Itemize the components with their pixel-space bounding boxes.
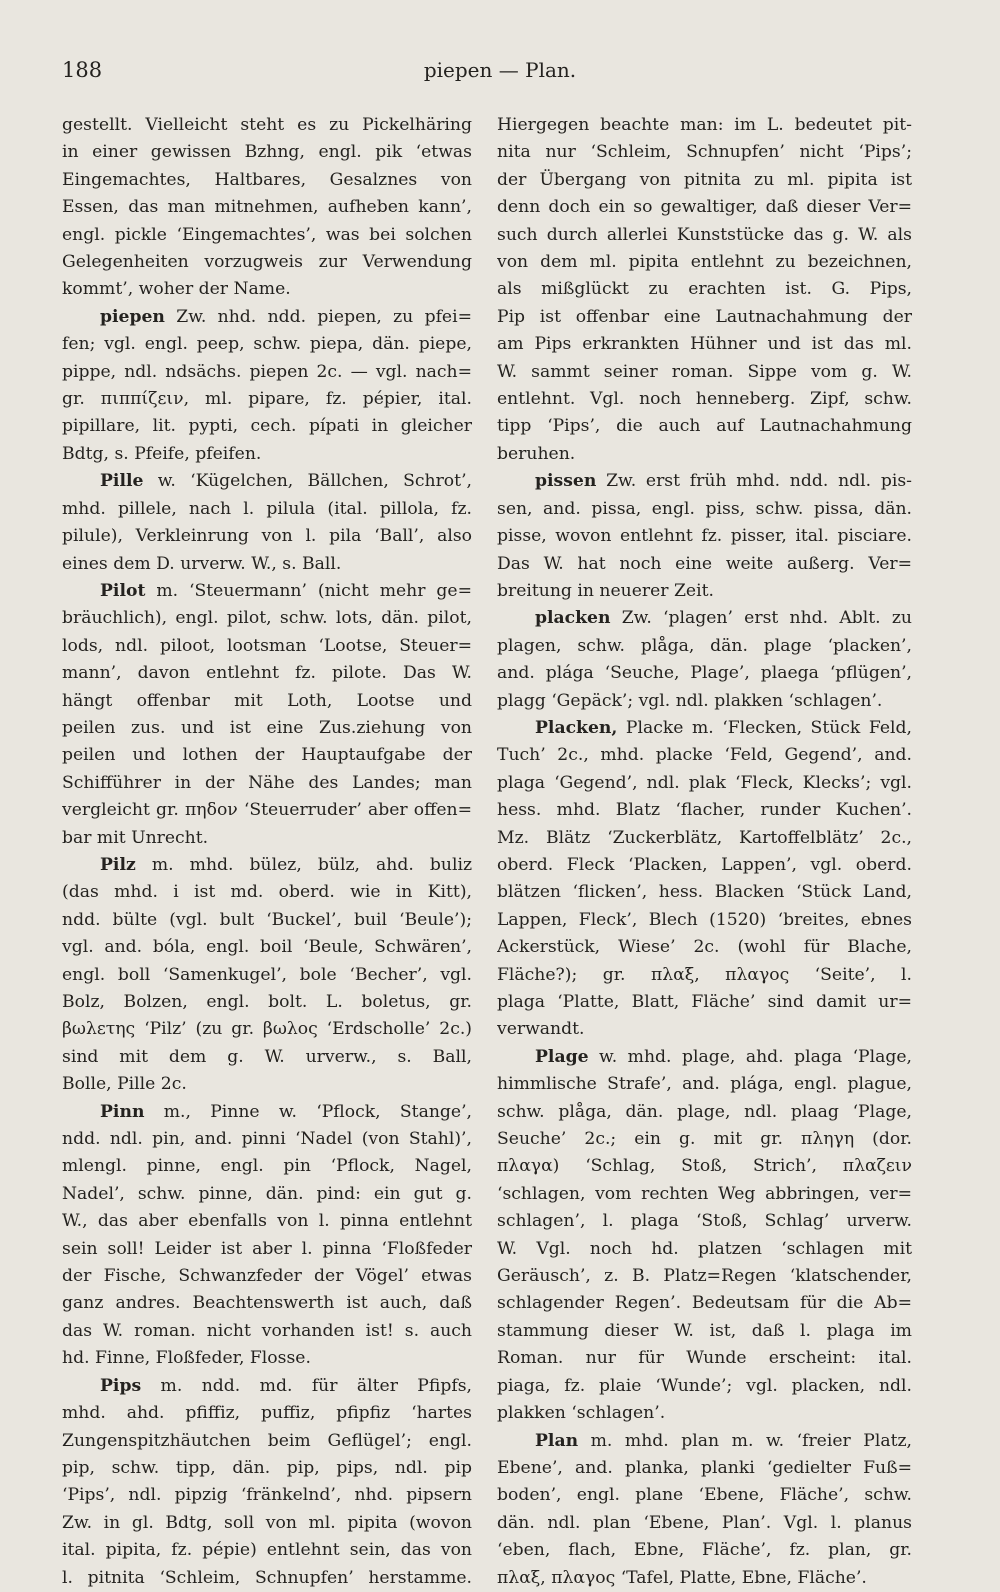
text-line — [62, 1290, 472, 1317]
text-line — [62, 1345, 472, 1372]
text-line — [62, 496, 472, 523]
line-text: Geräusch’, z. B. Platz=Regen ‘klatschender, — [497, 1266, 912, 1287]
line-text: m. mhd. bülez, bülz, ahd. buliz — [135, 854, 472, 875]
text-line — [497, 441, 912, 468]
line-text: beruhen. — [497, 443, 576, 464]
line-text: m. mhd. plan m. w. ‘freier Platz, — [578, 1430, 912, 1451]
headword: Plage — [535, 1046, 589, 1067]
text-line — [497, 167, 912, 194]
line-text: Bolle, Pille 2c. — [62, 1074, 187, 1095]
line-text: blätzen ‘flicken’, hess. Blacken ‘Stück Land, — [497, 882, 912, 903]
line-text: fen; vgl. engl. peep, schw. piepa, dän. piepe, — [62, 334, 472, 355]
line-text: nita nur ‘Schleim, Schnupfen’ nicht ‘Pips’; — [497, 142, 912, 163]
text-line — [497, 797, 912, 824]
line-text: bar mit Unrecht. — [62, 827, 209, 848]
text-line — [497, 825, 912, 852]
headword: placken — [535, 608, 611, 629]
text-line — [497, 1290, 912, 1317]
text-line — [497, 1208, 912, 1235]
text-line — [497, 879, 912, 906]
headword: Pille — [100, 471, 144, 492]
line-text: stammung dieser W. ist, daß l. plaga im — [497, 1320, 912, 1341]
line-text: pippe, ndl. ndsächs. piepen 2c. — vgl. nach= — [62, 361, 472, 382]
text-line — [497, 523, 912, 550]
text-line — [497, 1565, 912, 1592]
text-line — [62, 715, 472, 742]
headword: piepen — [100, 306, 165, 327]
text-line — [62, 1016, 472, 1043]
entry-first-line — [497, 605, 912, 632]
text-line — [62, 276, 472, 303]
line-text: m. ndd. md. für älter Pfipfs, — [141, 1375, 472, 1396]
text-line — [62, 989, 472, 1016]
text-line — [497, 989, 912, 1016]
text-line — [497, 660, 912, 687]
line-text: das W. roman. nicht vorhanden ist! s. auch — [62, 1320, 472, 1341]
line-text: βωλετης ‘Pilz’ (zu gr. βωλος ‘Erdscholle’ 2c.) — [62, 1019, 472, 1040]
line-text: Ackerstück, Wiese’ 2c. (wohl für Blache, — [497, 937, 912, 958]
text-line — [497, 1016, 912, 1043]
line-text: Pip ist offenbar eine Lautnachahmung der — [497, 306, 912, 327]
line-text: kommt’, woher der Name. — [62, 279, 291, 300]
text-line — [497, 1400, 912, 1427]
text-line — [62, 1565, 472, 1592]
line-text: ndd. bülte (vgl. bult ‘Buckel’, buil ‘Beule’); — [62, 909, 472, 930]
text-line — [62, 551, 472, 578]
line-text: oberd. Fleck ‘Placken, Lappen’, vgl. oberd. — [497, 854, 912, 875]
line-text: and. plága ‘Seuche, Plage’, plaega ‘pflügen’, — [497, 663, 912, 684]
line-text: als mißglückt zu erachten ist. G. Pips, — [497, 279, 912, 300]
text-line — [497, 1455, 912, 1482]
line-text: schlagen’, l. plaga ‘Stoß, Schlag’ urverw. — [497, 1211, 912, 1232]
line-text: der Fische, Schwanzfeder der Vögel’ etwas — [62, 1266, 472, 1287]
text-line — [497, 112, 912, 139]
text-line — [497, 770, 912, 797]
line-text: breitung in neuerer Zeit. — [497, 580, 714, 601]
line-text: boden’, engl. plane ‘Ebene, Fläche’, schw. — [497, 1485, 912, 1506]
text-line — [62, 167, 472, 194]
text-line — [497, 194, 912, 221]
line-text: gestellt. Vielleicht steht es zu Pickelhäring — [62, 115, 472, 135]
text-line — [497, 907, 912, 934]
line-text: W. Vgl. noch hd. platzen ‘schlagen mit — [497, 1238, 912, 1259]
text-line — [62, 660, 472, 687]
headword: Placken, — [535, 717, 618, 738]
text-line — [497, 1537, 912, 1564]
text-line — [497, 962, 912, 989]
line-text: himmlische Strafe’, and. plága, engl. plague, — [497, 1074, 912, 1095]
line-text: entlehnt. Vgl. noch henneberg. Zipf, schw. — [497, 389, 912, 410]
line-text: mlengl. pinne, engl. pin ‘Pflock, Nagel, — [62, 1156, 472, 1177]
text-line — [62, 825, 472, 852]
line-text: W. sammt seiner roman. Sippe vom g. W. — [497, 361, 912, 382]
line-text: mhd. ahd. pfiffiz, puffiz, pfipfiz ‘hartes — [62, 1403, 472, 1424]
line-text: Zw. erst früh mhd. ndd. ndl. pis- — [596, 471, 912, 492]
entry-first-line — [62, 1099, 472, 1126]
line-text: such durch allerlei Kunststücke das g. W. als — [497, 224, 912, 245]
text-line — [497, 139, 912, 166]
line-text: vgl. and. bóla, engl. boil ‘Beule, Schwären’, — [62, 937, 472, 958]
text-line — [497, 276, 912, 303]
text-line — [62, 770, 472, 797]
line-text: Essen, das man mitnehmen, aufheben kann’, — [62, 197, 472, 218]
line-text: Roman. nur für Wunde erscheint: ital. — [497, 1348, 912, 1369]
line-text: plakken ‘schlagen’. — [497, 1403, 666, 1424]
text-line — [497, 413, 912, 440]
text-line — [497, 551, 912, 578]
text-line — [497, 304, 912, 331]
text-line — [62, 386, 472, 413]
line-text: Ebene’, and. planka, planki ‘gedielter Fuß= — [497, 1457, 912, 1478]
line-text: pisse, wovon entlehnt fz. pisser, ital. pisciare. — [497, 526, 912, 547]
text-line — [497, 249, 912, 276]
line-text: ‘eben, flach, Ebne, Fläche’, fz. plan, gr. — [497, 1540, 912, 1561]
line-text: tipp ‘Pips’, die auch auf Lautnachahmung — [497, 416, 912, 437]
text-line — [62, 222, 472, 249]
line-text: plagg ‘Gepäck’; vgl. ndl. plakken ‘schlagen’. — [497, 690, 883, 711]
text-line — [62, 879, 472, 906]
line-text: hd. Finne, Floßfeder, Flosse. — [62, 1348, 311, 1369]
line-text: engl. pickle ‘Eingemachtes’, was bei solchen — [62, 224, 472, 245]
line-text: ganz andres. Beachtenswerth ist auch, daß — [62, 1293, 472, 1314]
line-text: mhd. pillele, nach l. pilula (ital. pillola, fz. — [62, 498, 472, 519]
line-text: Eingemachtes, Haltbares, Gesalznes von — [62, 169, 472, 190]
line-text: πλαξ, πλαγος ‘Tafel, Platte, Ebne, Fläche’. — [497, 1567, 867, 1588]
headword: Pinn — [100, 1101, 145, 1122]
headword: Pips — [100, 1375, 142, 1396]
text-line — [497, 359, 912, 386]
text-line — [62, 1208, 472, 1235]
text-line — [497, 222, 912, 249]
line-text: ‘Pips’, ndl. pipzig ‘fränkelnd’, nhd. pipsern — [62, 1485, 472, 1506]
line-text: W., das aber ebenfalls von l. pinna entlehnt — [62, 1211, 472, 1232]
entry-first-line — [62, 852, 472, 879]
text-line — [62, 413, 472, 440]
text-line — [62, 441, 472, 468]
line-text: bräuchlich), engl. pilot, schw. lots, dän. pilot, — [62, 608, 472, 629]
line-text: plaga ‘Gegend’, ndl. plak ‘Fleck, Klecks’; vgl. — [497, 772, 912, 793]
line-text: w. ‘Kügelchen, Bällchen, Schrot’, — [143, 471, 472, 492]
entry-first-line — [62, 1373, 472, 1400]
line-text: Seuche’ 2c.; ein g. mit gr. πληγη (dor. — [497, 1129, 912, 1150]
line-text: pipillare, lit. pypti, cech. pípati in gleicher — [62, 416, 472, 437]
line-text: l. pitnita ‘Schleim, Schnupfen’ herstamme. — [62, 1567, 472, 1588]
line-text: pip, schw. tipp, dän. pip, pips, ndl. pip — [62, 1457, 472, 1478]
entry-first-line — [62, 468, 472, 495]
text-line — [62, 1236, 472, 1263]
headword: Pilz — [100, 854, 136, 875]
text-line — [62, 1537, 472, 1564]
line-text: Nadel’, schw. pinne, dän. pind: ein gut g. — [62, 1183, 472, 1204]
line-text: engl. boll ‘Samenkugel’, bole ‘Becher’, vgl. — [62, 964, 472, 985]
line-text: plagen, schw. plåga, dän. plage ‘placken’, — [497, 635, 912, 656]
line-text: Das W. hat noch eine weite außerg. Ver= — [497, 553, 912, 574]
line-text: Zungenspitzhäutchen beim Geflügel’; engl. — [62, 1430, 472, 1451]
line-text: vergleicht gr. πηδον ‘Steuerruder’ aber offen= — [62, 800, 472, 821]
text-line — [62, 1428, 472, 1455]
text-line — [62, 797, 472, 824]
line-text: Hiergegen beachte man: im L. bedeutet pit- — [497, 115, 912, 135]
text-line — [62, 1181, 472, 1208]
line-text: lods, ndl. piloot, lootsman ‘Lootse, Steuer= — [62, 635, 472, 656]
text-line — [497, 331, 912, 358]
headword: Plan — [535, 1430, 579, 1451]
entry-first-line — [497, 715, 912, 742]
text-line — [497, 1510, 912, 1537]
line-text: sein soll! Leider ist aber l. pinna ‘Floßfeder — [62, 1238, 472, 1259]
entry-first-line — [62, 304, 472, 331]
text-line — [497, 1318, 912, 1345]
headword: pissen — [535, 471, 597, 492]
text-line — [62, 962, 472, 989]
text-line — [62, 359, 472, 386]
line-text: hängt offenbar mit Loth, Lootse und — [62, 690, 472, 711]
text-line — [62, 523, 472, 550]
text-line — [497, 1071, 912, 1098]
line-text: eines dem D. urverw. W., s. Ball. — [62, 553, 342, 574]
text-line — [62, 1318, 472, 1345]
line-text: am Pips erkrankten Hühner und ist das ml. — [497, 334, 912, 355]
line-text: in einer gewissen Bzhng, engl. pik ‘etwas — [62, 142, 472, 163]
text-line — [497, 852, 912, 879]
line-text: Fläche?); gr. πλαξ, πλαγος ‘Seite’, l. — [497, 964, 912, 985]
text-line — [497, 1099, 912, 1126]
text-line — [62, 249, 472, 276]
text-line — [62, 1153, 472, 1180]
line-text: ‘schlagen, vom rechten Weg abbringen, ver= — [497, 1183, 912, 1204]
line-text: mann’, davon entlehnt fz. pilote. Das W. — [62, 663, 472, 684]
line-text: von dem ml. pipita entlehnt zu bezeichnen, — [497, 252, 912, 273]
text-line — [62, 1482, 472, 1509]
line-text: m., Pinne w. ‘Pflock, Stange’, — [144, 1101, 472, 1122]
page-header — [0, 58, 1000, 88]
entry-first-line — [497, 1044, 912, 1071]
running-head: piepen — Plan. — [423, 58, 577, 82]
line-text: gr. πιππίζειν, ml. pipare, fz. pépier, ital. — [62, 389, 472, 410]
line-text: (das mhd. i ist md. oberd. wie in Kitt), — [62, 882, 472, 903]
line-text: ital. pipita, fz. pépie) entlehnt sein, das von — [62, 1540, 472, 1561]
line-text: plaga ‘Platte, Blatt, Fläche’ sind damit ur= — [497, 992, 912, 1012]
text-line — [62, 605, 472, 632]
line-text: peilen und lothen der Hauptaufgabe der — [62, 745, 472, 766]
page-number: 188 — [62, 58, 103, 82]
line-text: piaga, fz. plaie ‘Wunde’; vgl. placken, ndl. — [497, 1375, 912, 1396]
text-line — [62, 742, 472, 769]
text-line — [497, 1126, 912, 1153]
text-line — [62, 1510, 472, 1537]
text-line — [497, 1153, 912, 1180]
line-text: dän. ndl. plan ‘Ebene, Plan’. Vgl. l. planus — [497, 1512, 912, 1533]
line-text: sen, and. pissa, engl. piss, schw. pissa, dän. — [497, 498, 912, 519]
line-text: w. mhd. plage, ahd. plaga ‘Plage, — [588, 1046, 912, 1067]
line-text: verwandt. — [497, 1019, 585, 1040]
line-text: schw. plåga, dän. plage, ndl. plaag ‘Plage, — [497, 1101, 912, 1122]
line-text: Tuch’ 2c., mhd. placke ‘Feld, Gegend’, and. — [497, 745, 912, 766]
right-column — [497, 112, 912, 1592]
text-line — [497, 578, 912, 605]
text-line — [62, 1044, 472, 1071]
line-text: Lappen, Fleck’, Blech (1520) ‘breites, ebnes — [497, 909, 912, 930]
line-text: Bolz, Bolzen, engl. bolt. L. boletus, gr. — [62, 992, 472, 1012]
text-line — [62, 1263, 472, 1290]
text-line — [62, 1126, 472, 1153]
text-line — [497, 1236, 912, 1263]
line-text: pilule), Verkleinrung von l. pila ‘Ball’, also — [62, 526, 472, 547]
line-text: denn doch ein so gewaltiger, daß dieser Ver= — [497, 197, 912, 218]
headword: Pilot — [100, 580, 146, 601]
text-line — [62, 688, 472, 715]
line-text: πλαγα) ‘Schlag, Stoß, Strich’, πλαζειν — [497, 1156, 912, 1177]
text-line — [497, 1482, 912, 1509]
text-line — [62, 907, 472, 934]
line-text: peilen zus. und ist eine Zus.ziehung von — [62, 717, 472, 738]
text-line — [497, 1345, 912, 1372]
text-line — [62, 633, 472, 660]
text-line — [62, 331, 472, 358]
line-text: der Übergang von pitnita zu ml. pipita ist — [497, 169, 912, 190]
line-text: ndd. ndl. pin, and. pinni ‘Nadel (von Stahl)’, — [62, 1129, 472, 1150]
text-line — [497, 633, 912, 660]
line-text: Zw. ‘plagen’ erst nhd. Ablt. zu — [610, 608, 912, 629]
line-text: Gelegenheiten vorzugweis zur Verwendung — [62, 252, 472, 273]
line-text: Bdtg, s. Pfeife, pfeifen. — [62, 443, 262, 464]
line-text: hess. mhd. Blatz ‘flacher, runder Kuchen’. — [497, 800, 912, 821]
text-line — [497, 1373, 912, 1400]
text-line — [497, 386, 912, 413]
entry-first-line — [497, 468, 912, 495]
text-line — [62, 1071, 472, 1098]
text-line — [62, 1455, 472, 1482]
line-text: sind mit dem g. W. urverw., s. Ball, — [62, 1046, 472, 1067]
line-text: Zw. in gl. Bdtg, soll von ml. pipita (wovon — [62, 1512, 472, 1533]
text-line — [497, 934, 912, 961]
line-text: m. ‘Steuermann’ (nicht mehr ge= — [145, 580, 472, 601]
entry-first-line — [62, 578, 472, 605]
line-text: Placke m. ‘Flecken, Stück Feld, — [617, 717, 912, 738]
text-line — [62, 1400, 472, 1427]
line-text: Schifführer in der Nähe des Landes; man — [62, 772, 472, 793]
line-text: Zw. nhd. ndd. piepen, zu pfei= — [164, 306, 472, 327]
text-line — [497, 1263, 912, 1290]
line-text: schlagender Regen’. Bedeutsam für die Ab= — [497, 1293, 912, 1314]
entry-first-line — [497, 1428, 912, 1455]
text-line — [497, 1181, 912, 1208]
text-line — [497, 496, 912, 523]
text-line — [62, 934, 472, 961]
text-line — [497, 688, 912, 715]
text-line — [62, 112, 472, 139]
text-line — [497, 742, 912, 769]
left-column — [62, 112, 472, 1592]
text-line — [62, 194, 472, 221]
line-text: Mz. Blätz ‘Zuckerblätz, Kartoffelblätz’ 2c., — [497, 827, 912, 848]
text-line — [62, 139, 472, 166]
